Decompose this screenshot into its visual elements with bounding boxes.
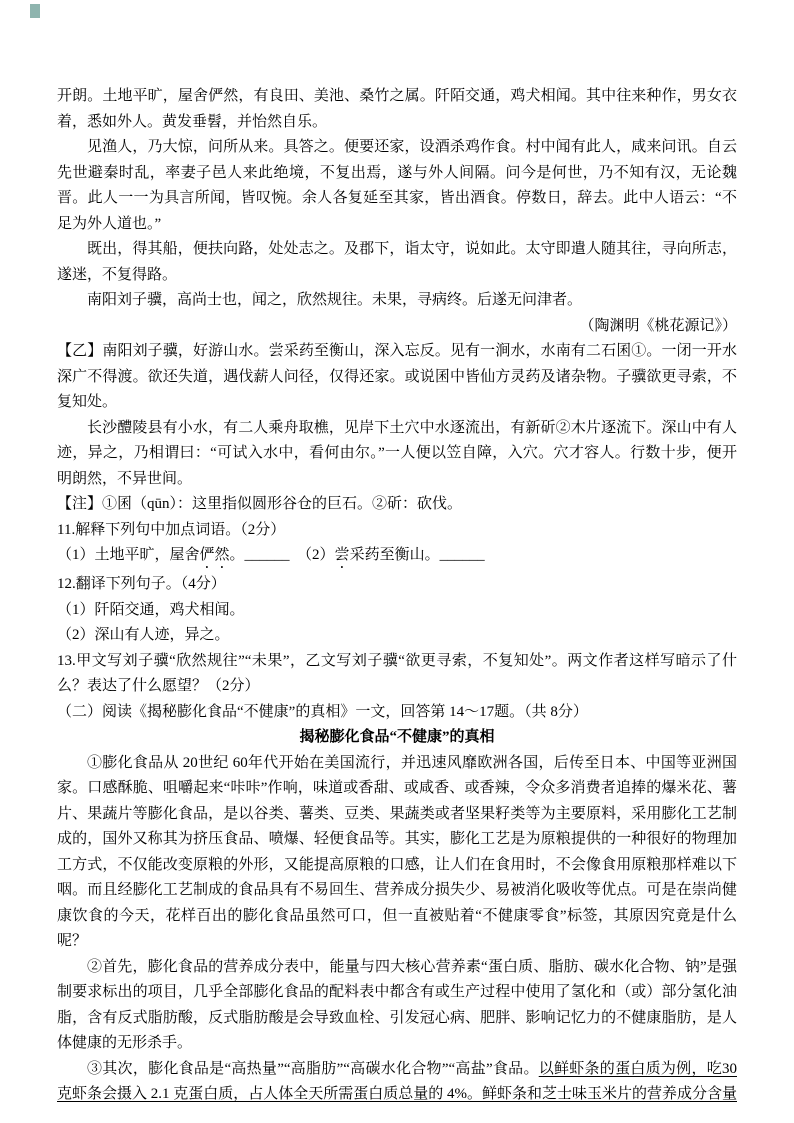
article-paragraph-3 [57,1057,737,1108]
text-run: 。______ （2） [229,547,335,563]
question-11 [57,518,737,544]
text-run: （陶渊明《桃花源记》） [579,317,737,334]
section-2-intro [57,700,737,726]
passage-jia-paragraph-2 [57,135,737,237]
scan-corner-mark [30,4,40,18]
dotted-emphasis-word: 尝 [334,547,350,563]
text-run: 【乙】南阳刘子骥，好游山水。尝采药至衡山，深入忘反。见有一涧水，水南有二石囷①。一闭一开水深广不得渡。欲还失道，遇伐薪人问径，仅得还家。或说囷中皆仙方灵药及诸杂物。子骥欲更寻索，不复知处。 [57,343,737,410]
text-run: 11.解释下列句中加点词语。（2分） [57,521,286,538]
question-12 [57,572,737,598]
passage-jia-paragraph-3 [57,237,737,288]
notes [57,492,737,518]
source-attribution [57,314,737,340]
question-13 [57,649,737,700]
question-12-item-1 [57,598,737,624]
passage-jia-paragraph-4 [57,288,737,314]
question-12-item-2 [57,623,737,649]
text-run: ②首先，膨化食品的营养成分表中，能量与四大核心营养素“蛋白质、脂肪、碳水化合物、钠”是强制要求标出的项目，几乎全部膨化食品的配料表中都含有或生产过程中使用了氢化和（或）部分氢化油脂，含有反式脂肪酸，反式脂肪酸是会导致血栓、引发冠心病、肥胖、影响记忆力的不健康脂肪，是人体健康的无形杀手。 [57,958,737,1051]
text-run: 见渔人，乃大惊，问所从来。具答之。便要还家，设酒杀鸡作食。村中闻有此人，咸来问讯。自云先世避秦时乱，率妻子邑人来此绝境，不复出焉，遂与外人间隔。问今是何世，乃不知有汉，无论魏晋。此人一一为具言所闻，皆叹惋。余人各复延至其家，皆出酒食。停数日，辞去。此中人语云：“不足为外人道也。” [57,139,737,232]
passage-yi-paragraph-1 [57,339,737,416]
text-run: 【注】①囷（qūn）：这里指似圆形谷仓的巨石。②斫：砍伐。 [57,496,463,512]
text-run: （1）阡陌交通，鸡犬相闻。 [57,601,245,618]
passage-yi-paragraph-2 [57,416,737,493]
dotted-emphasis-word: 俨然 [199,547,230,563]
text-run: 既出，得其船，便扶向路，处处志之。及郡下，诣太守，说如此。太守即遣人随其往，寻向所志，遂迷，不复得路。 [57,241,737,283]
text-run: ①膨化食品从 20世纪 60年代开始在美国流行，并迅速风靡欧洲各国，后传至日本、中国等亚洲国家。口感酥脆、咀嚼起来“咔咔”作响，味道或香甜、或咸香、或香辣，令众多消费者追捧的爆米花、薯片、果蔬片等膨化食品，是以谷类、薯类、豆类、果蔬类或者坚果籽类等为主要原料，采用膨化工艺制成的，国外又称其为挤压食品、喷爆、轻便食品等。其实，膨化工艺是为原粮提供的一种很好的物理加工方式，不仅能改变原粮的外形，又能提高原粮的口感，让人们在食用时，不会像食用原粮那样难以下咽。而且经膨化工艺制成的食品具有不易回生、营养成分损失少、易被消化吸收等优点。可是在崇尚健康饮食的今天，花样百出的膨化食品虽然可口，但一直被贴着“不健康零食”标签，其原因究竟是什么呢？ [57,754,737,949]
underlined-text: 以鲜虾条的蛋白质为例，吃30 克虾条会摄入 2.1 克蛋白质，占人体全天所需蛋白质总量的 4%。鲜虾条和芝士味玉米片的营养成分含量 [57,1060,737,1102]
document-content [57,84,737,1108]
text-run: 13.甲文写刘子骥“欣然规往”“未果”，乙文写刘子骥“欲更寻索，不复知处”。两文作者这样写暗示了什么？表达了什么愿望？（2分） [57,652,737,694]
text-run: （二）阅读《揭秘膨化食品“不健康”的真相》一文，回答第 14～17题。（共 8分） [57,703,588,720]
article-paragraph-2 [57,955,737,1057]
text-run: （1）土地平旷，屋舍 [57,547,200,563]
text-run: 采药至衡山。______ [349,547,485,563]
article-title [57,725,737,751]
article-paragraph-1 [57,751,737,955]
text-run: 开朗。土地平旷，屋舍俨然，有良田、美池、桑竹之属。阡陌交通，鸡犬相闻。其中往来种作，男女衣着，悉如外人。黄发垂髫，并怡然自乐。 [57,88,737,130]
text-run: 南阳刘子骥，高尚士也，闻之，欣然规往。未果，寻病终。后遂无问津者。 [87,292,583,308]
text-run: ③其次，膨化食品是“高热量”“高脂肪”“高碳水化合物”“高盐”食品。 [87,1060,539,1077]
passage-jia-paragraph-1 [57,84,737,135]
text-run: 长沙醴陵县有小水，有二人乘舟取樵，见岸下土穴中水逐流出，有新斫②木片逐流下。深山中有人迹，异之，乃相谓曰：“可试入水中，看何由尔。”一人便以笠自障，入穴。穴才容人。行数十步，便开明朗然，不异世间。 [57,419,737,487]
text-run: 揭秘膨化食品“不健康”的真相 [299,729,495,745]
text-run: （2）深山有人迹，异之。 [57,627,230,643]
text-run: 12.翻译下列句子。（4分） [57,576,226,592]
question-11-items [57,543,737,572]
